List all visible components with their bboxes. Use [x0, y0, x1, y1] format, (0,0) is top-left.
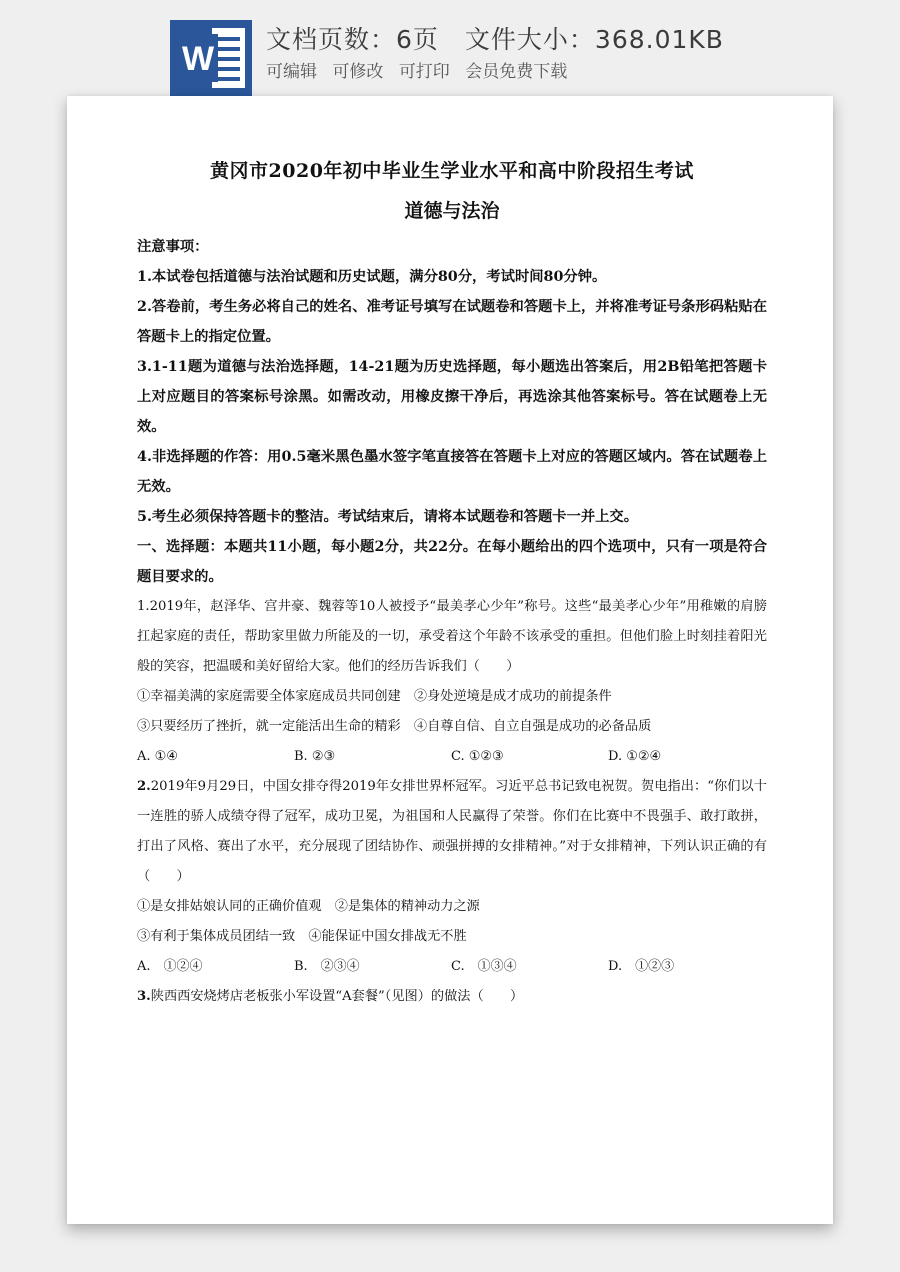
option-d: D. ①②③: [608, 959, 675, 974]
option-a: A. ①②④: [137, 959, 203, 974]
question-2-stem: [137, 772, 767, 892]
section-heading: 一、选择题：本题共11小题，每小题2分，共22分。在每小题给出的四个选项中，只有一项是符合题目要求的。: [137, 539, 767, 585]
document-content: [137, 156, 767, 1012]
question-2-statement: ①是女排姑娘认同的正确价值观 ②是集体的精神动力之源: [137, 899, 480, 914]
exam-subject: 道德与法治: [404, 200, 500, 222]
word-icon-letter: W: [181, 40, 215, 78]
word-icon: [170, 20, 252, 96]
document-page: [67, 96, 833, 1224]
question-2-options: [137, 952, 767, 982]
question-2-number: 2.: [137, 779, 151, 794]
download-banner: [0, 0, 900, 100]
option-d: D. ①②④: [608, 749, 662, 764]
note-item: 2.答卷前，考生务必将自己的姓名、准考证号填写在试题卷和答题卡上，并将准考证号条形码粘贴在答题卡上的指定位置。: [137, 299, 767, 345]
exam-title: 黄冈市2020年初中毕业生学业水平和高中阶段招生考试: [210, 160, 694, 182]
question-3-text: 陕西西安烧烤店老板张小军设置“A套餐”（见图）的做法（ ）: [150, 989, 524, 1004]
feature-editable: 可编辑: [266, 62, 317, 82]
note-item: 5.考生必须保持答题卡的整洁。考试结束后，请将本试题卷和答题卡一并上交。: [137, 509, 639, 525]
option-a: A. ①④: [137, 749, 178, 764]
notes-heading: 注意事项：: [137, 239, 209, 255]
banner-file-info: [266, 20, 724, 56]
feature-printable: 可打印: [398, 62, 450, 82]
question-3-stem: [137, 982, 767, 1012]
option-b: B. ②③④: [294, 959, 360, 974]
feature-modifiable: 可修改: [332, 62, 384, 82]
banner-features: [266, 57, 577, 82]
option-b: B. ②③: [294, 749, 336, 764]
note-item: 1.本试卷包括道德与法治试题和历史试题，满分80分，考试时间80分钟。: [137, 269, 607, 285]
question-3-number: 3.: [137, 989, 151, 1004]
question-2-statement: ③有利于集体成员团结一致 ④能保证中国女排战无不胜: [137, 929, 467, 944]
note-item: 3.1-11题为道德与法治选择题，14-21题为历史选择题，每小题选出答案后，用2B铅笔把答题卡上对应题目的答案标号涂黑。如需改动，用橡皮擦干净后，再选涂其他答案标号。答在试题卷上无效。: [137, 359, 767, 435]
question-2-text: 2019年9月29日，中国女排夺得2019年女排世界杯冠军。习近平总书记致电祝贺。贺电指出：“你们以十一连胜的骄人成绩夺得了冠军，成功卫冕，为祖国和人民赢得了荣誉。你们在比赛中不畏强手、敢打敢拼，打出了风格、赛出了水平，充分展现了团结协作、顽强拼搏的女排精神。”对于女排精神，下列认识正确的有（ ）: [137, 779, 767, 884]
question-1-statement: ③只要经历了挫折，就一定能活出生命的精彩 ④自尊自信、自立自强是成功的必备品质: [137, 719, 652, 734]
question-1-statement: ①幸福美满的家庭需要全体家庭成员共同创建 ②身处逆境是成才成功的前提条件: [137, 689, 612, 704]
note-item: 4.非选择题的作答：用0.5毫米黑色墨水签字笔直接答在答题卡上对应的答题区域内。答在试题卷上无效。: [137, 449, 767, 495]
question-1-options: [137, 742, 767, 772]
option-c: C. ①③④: [451, 959, 517, 974]
file-size: 文件大小：368.01KB: [464, 25, 724, 54]
feature-free-download[interactable]: 会员免费下载: [465, 62, 568, 82]
option-c: C. ①②③: [451, 749, 504, 764]
question-1-stem: 1.2019年，赵泽华、宫井豪、魏蓉等10人被授予“最美孝心少年”称号。这些“最美孝心少年”用稚嫩的肩膀扛起家庭的责任，帮助家里做力所能及的一切，承受着这个年龄不该承受的重担。但他们脸上时刻挂着阳光般的笑容，把温暖和美好留给大家。他们的经历告诉我们（ ）: [137, 599, 767, 674]
page-count: 文档页数：6页: [266, 25, 439, 54]
